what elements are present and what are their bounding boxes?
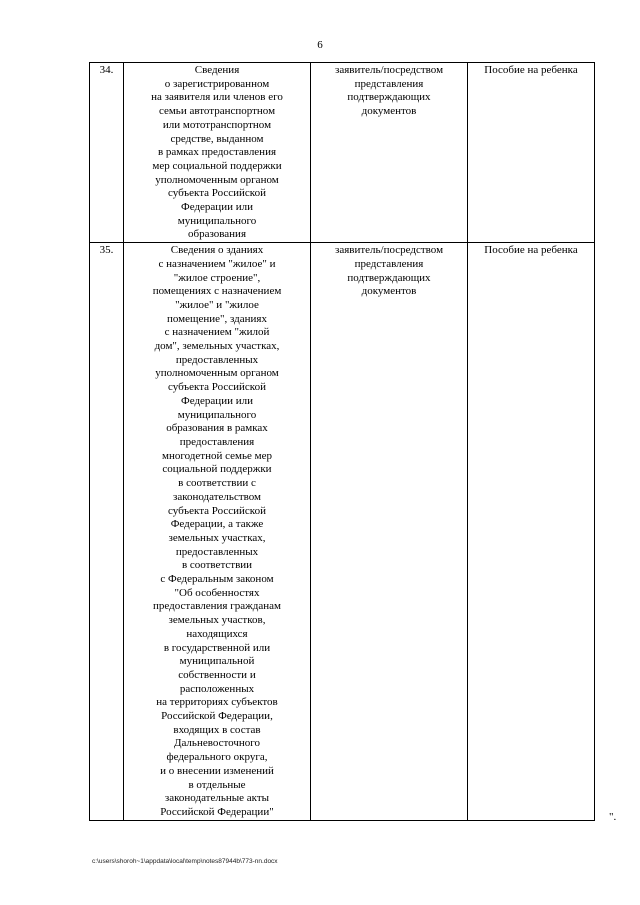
information-name-line: на территориях субъектов <box>156 696 278 709</box>
information-name-line: предоставленных <box>175 353 259 366</box>
information-name-line: законодательством <box>172 490 262 503</box>
provider-cell <box>311 243 468 821</box>
information-name-cell <box>124 63 311 243</box>
information-name-line: образования <box>187 228 247 241</box>
information-name-line: уполномоченным органом <box>155 173 279 186</box>
information-name-line: находящихся <box>186 627 248 640</box>
information-name-line: субъекта Российской <box>168 504 266 517</box>
information-name-line: дом", земельных участках, <box>154 340 280 353</box>
provider-line: заявитель/посредством <box>334 244 444 257</box>
information-name-line: средстве, выданном <box>170 132 264 145</box>
information-name-line: или мототранспортном <box>162 118 272 131</box>
provider-line: подтверждающих <box>347 91 431 104</box>
footer-file-path: c:\users\shoroh~1\appdata\local\temp\notes87944b\773-nn.docx <box>92 858 278 865</box>
information-name-line: земельных участков, <box>168 614 266 627</box>
information-name-line: Федерации или <box>181 201 253 214</box>
information-name-line: с Федеральным законом <box>160 573 274 586</box>
information-name-line: Российской Федерации, <box>161 710 273 723</box>
information-name-line: в соответствии <box>181 559 253 572</box>
information-name-line: и о внесении изменений <box>160 764 274 777</box>
information-name-line: "жилое строение", <box>173 271 261 284</box>
information-name-line: образования в рамках <box>166 422 268 435</box>
row-number: 34. <box>90 63 124 243</box>
table-row <box>90 63 595 243</box>
information-name-line: мер социальной поддержки <box>152 159 282 172</box>
information-name-line: о зарегистрированном <box>164 77 270 90</box>
information-name-line: социальной поддержки <box>162 463 272 476</box>
information-name-line: "жилое" и "жилое <box>175 298 259 311</box>
information-name-line: муниципального <box>177 408 257 421</box>
closing-quote-mark: ". <box>609 811 617 823</box>
provider-line: подтверждающих <box>347 271 431 284</box>
information-name-line: "Об особенностях <box>174 586 260 599</box>
information-name-cell <box>124 243 311 821</box>
information-name-line: в рамках предоставления <box>157 146 277 159</box>
information-name-line: помещениях с назначением <box>152 285 282 298</box>
information-name-line: семьи автотранспортном <box>158 105 276 118</box>
information-name-line: с назначением "жилое" и <box>158 257 276 270</box>
information-name-line: Сведения <box>194 64 240 76</box>
information-name-line: с назначением "жилой <box>164 326 270 339</box>
provider-line: представления <box>354 257 424 270</box>
information-name-line: в соответствии с <box>178 477 256 490</box>
information-name-line: предоставления <box>179 435 255 448</box>
information-name-line: расположенных <box>179 682 255 695</box>
information-name-line: субъекта Российской <box>168 381 266 394</box>
information-name-line: субъекта Российской <box>168 187 266 200</box>
page-number: 6 <box>317 39 323 51</box>
documents-table <box>89 62 595 821</box>
information-name-line: муниципальной <box>179 655 255 668</box>
table-row <box>90 243 595 821</box>
information-name-line: многодетной семье мер <box>162 449 272 462</box>
information-name-line: в отдельные <box>188 778 246 791</box>
information-name-line: на заявителя или членов его <box>151 91 283 104</box>
information-name-line: предоставления гражданам <box>153 600 281 613</box>
information-name-line: Федерации, а также <box>170 518 264 531</box>
information-name-line: муниципального <box>177 214 257 227</box>
purpose-cell: Пособие на ребенка <box>468 63 595 243</box>
purpose-cell: Пособие на ребенка <box>468 243 595 821</box>
information-name-line: предоставленных <box>175 545 259 558</box>
information-name-line: входящих в состав <box>173 723 261 736</box>
information-name-line: законодательные акты <box>164 792 270 805</box>
table-body <box>90 63 595 821</box>
information-name-line: в государственной или <box>163 641 271 654</box>
information-name-line: Сведения о зданиях <box>170 244 264 257</box>
information-name-line: земельных участках, <box>168 531 266 544</box>
provider-line: заявитель/посредством <box>334 64 444 76</box>
provider-line: документов <box>361 285 417 298</box>
information-name-line: уполномоченным органом <box>155 367 279 380</box>
information-name-line: федерального округа, <box>166 751 268 764</box>
provider-cell <box>311 63 468 243</box>
information-name-line: Российской Федерации" <box>160 805 274 818</box>
information-name-line: собственности и <box>178 668 256 681</box>
information-name-line: Федерации или <box>181 394 253 407</box>
provider-line: представления <box>354 77 424 90</box>
information-name-line: помещение", зданиях <box>167 312 267 325</box>
information-name-line: Дальневосточного <box>173 737 261 750</box>
row-number: 35. <box>90 243 124 821</box>
provider-line: документов <box>361 105 417 118</box>
